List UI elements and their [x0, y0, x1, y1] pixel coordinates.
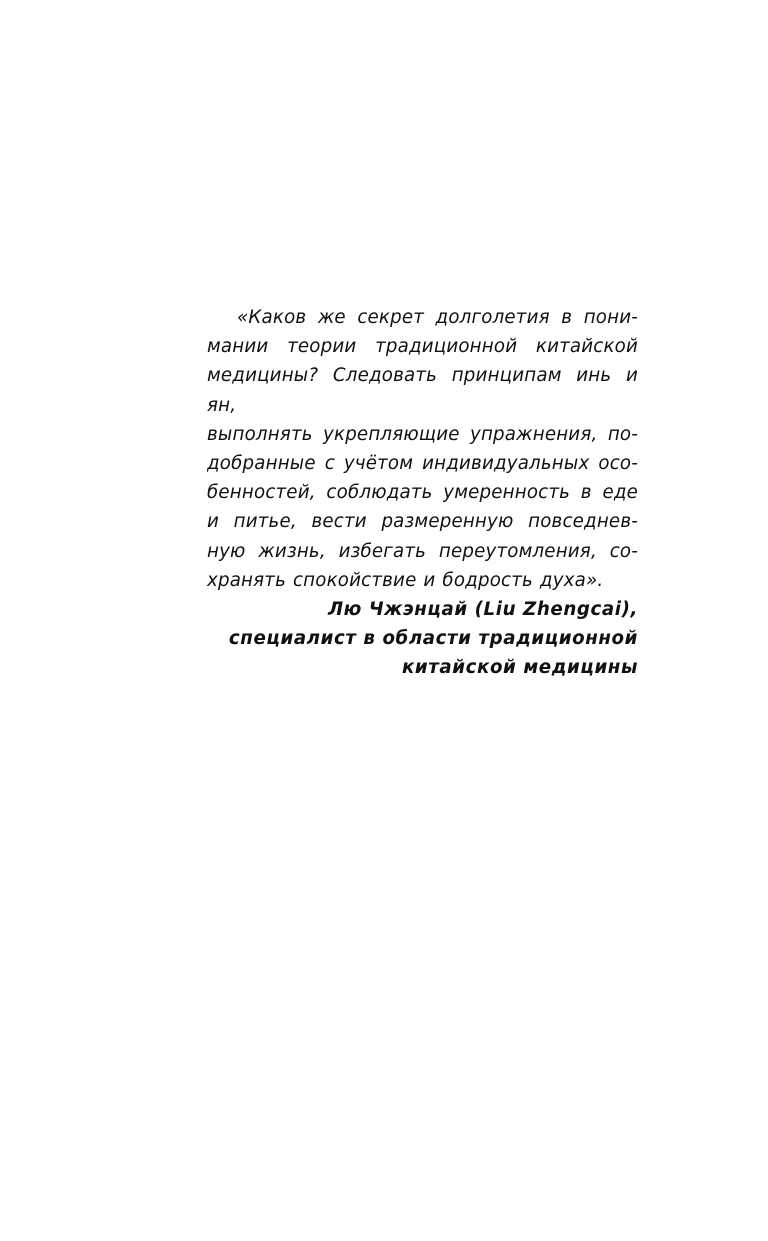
- quote-line: бенностей, соблюдать умеренность в еде: [207, 482, 638, 504]
- quote-line: ную жизнь, избегать переутомления, со-: [207, 540, 638, 562]
- quote-line: добранные с учётом индивидуальных осо-: [207, 453, 638, 475]
- attribution-title: китайской медицины: [401, 657, 638, 679]
- quote-line: мании теории традиционной китайской: [207, 336, 638, 358]
- epigraph-attribution: [207, 595, 638, 683]
- epigraph: [207, 303, 638, 683]
- quote-line: «Каков же секрет долголетия в пони-: [237, 307, 638, 328]
- quote-line: выполнять укрепляющие упражнения, по-: [207, 423, 638, 445]
- attribution-author: Лю Чжэнцай (Liu Zhengcai),: [327, 599, 638, 621]
- attribution-title: специалист в области традиционной: [228, 628, 638, 650]
- quote-line: и питье, вести размеренную повседнев-: [207, 511, 638, 533]
- quote-line: хранять спокойствие и бодрость духа».: [207, 569, 604, 591]
- quote-line: медицины? Следовать принципам инь и ян,: [207, 365, 638, 416]
- epigraph-quote: [207, 303, 638, 595]
